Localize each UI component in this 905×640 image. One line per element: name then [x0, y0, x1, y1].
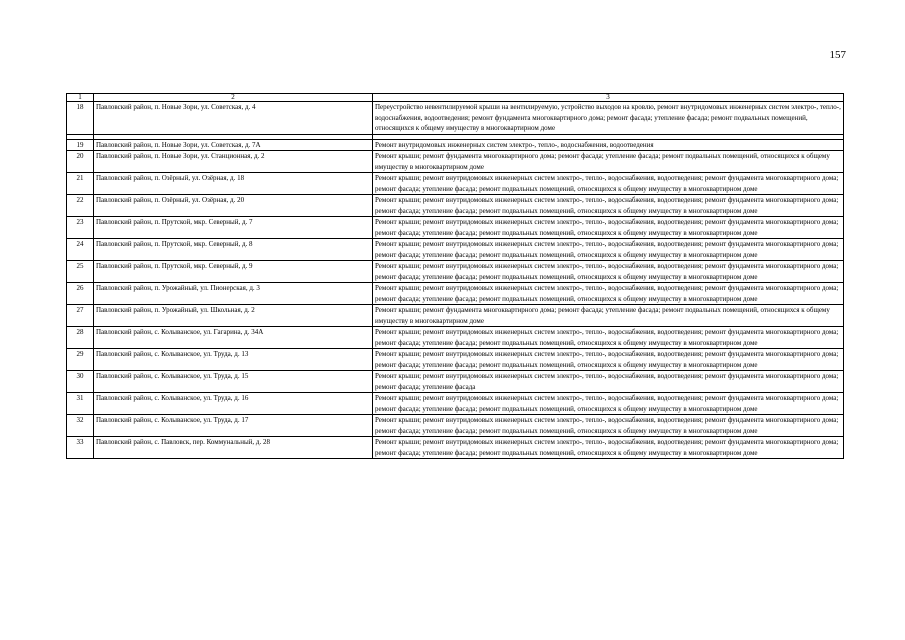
row-number-cell: 32	[67, 415, 94, 437]
table-row	[67, 139, 844, 151]
works-cell: Ремонт крыши; ремонт внутридомовых инженерных систем электро-, тепло-, водоснабжения, водоотведения; ремонт фундамента многоквартирного дома; ремонт фасада; утепление фасада	[373, 371, 844, 393]
works-cell: Ремонт крыши; ремонт внутридомовых инженерных систем электро-, тепло-, водоснабжения, водоотведения; ремонт фундамента многоквартирного дома; ремонт фасада; утепление фасада; ремонт подвальных помещений, относящихся к общему имуществу в многоквартирном доме	[373, 415, 844, 437]
register-table	[66, 93, 844, 459]
table-row	[67, 261, 844, 283]
address-cell: Павловский район, с. Колыванское, ул. Труда, д. 15	[94, 371, 373, 393]
works-cell: Ремонт крыши; ремонт фундамента многоквартирного дома; ремонт фасада; утепление фасада; ремонт подвальных помещений, относящихся к общему имуществу в многоквартирном доме	[373, 151, 844, 173]
row-number-cell: 26	[67, 283, 94, 305]
works-cell: Ремонт крыши; ремонт внутридомовых инженерных систем электро-, тепло-, водоснабжения, водоотведения; ремонт фундамента многоквартирного дома; ремонт фасада; утепление фасада; ремонт подвальных помещений, относящихся к общему имуществу в многоквартирном доме	[373, 437, 844, 459]
row-number-cell: 24	[67, 239, 94, 261]
row-number-cell: 25	[67, 261, 94, 283]
table-row	[67, 195, 844, 217]
row-number-cell: 21	[67, 173, 94, 195]
works-cell: Ремонт крыши; ремонт внутридомовых инженерных систем электро-, тепло-, водоснабжения, водоотведения; ремонт фундамента многоквартирного дома; ремонт фасада; утепление фасада; ремонт подвальных помещений, относящихся к общему имуществу в многоквартирном доме	[373, 195, 844, 217]
header-cell-1: 1	[67, 94, 94, 102]
table-row	[67, 415, 844, 437]
address-cell: Павловский район, с. Колыванское, ул. Гагарина, д. 34А	[94, 327, 373, 349]
works-cell: Ремонт крыши; ремонт внутридомовых инженерных систем электро-, тепло-, водоснабжения, водоотведения; ремонт фундамента многоквартирного дома; ремонт фасада; утепление фасада; ремонт подвальных помещений, относящихся к общему имуществу в многоквартирном доме	[373, 261, 844, 283]
address-cell: Павловский район, п. Прутской, мкр. Северный, д. 8	[94, 239, 373, 261]
works-cell: Ремонт крыши; ремонт внутридомовых инженерных систем электро-, тепло-, водоснабжения, водоотведения; ремонт фундамента многоквартирного дома; ремонт фасада; утепление фасада; ремонт подвальных помещений, относящихся к общему имуществу в многоквартирном доме	[373, 393, 844, 415]
works-cell: Ремонт крыши; ремонт внутридомовых инженерных систем электро-, тепло-, водоснабжения, водоотведения; ремонт фундамента многоквартирного дома; ремонт фасада; утепление фасада; ремонт подвальных помещений, относящихся к общему имуществу в многоквартирном доме	[373, 327, 844, 349]
table-row	[67, 371, 844, 393]
table-body	[67, 94, 844, 459]
address-cell: Павловский район, п. Озёрный, ул. Озёрная, д. 20	[94, 195, 373, 217]
row-number-cell: 22	[67, 195, 94, 217]
table-row	[67, 239, 844, 261]
row-number-cell: 20	[67, 151, 94, 173]
works-cell: Ремонт крыши; ремонт внутридомовых инженерных систем электро-, тепло-, водоснабжения, водоотведения; ремонт фундамента многоквартирного дома; ремонт фасада; утепление фасада; ремонт подвальных помещений, относящихся к общему имуществу в многоквартирном доме	[373, 173, 844, 195]
row-number-cell: 33	[67, 437, 94, 459]
table-row	[67, 305, 844, 327]
works-cell: Ремонт крыши; ремонт внутридомовых инженерных систем электро-, тепло-, водоснабжения, водоотведения; ремонт фундамента многоквартирного дома; ремонт фасада; утепление фасада; ремонт подвальных помещений, относящихся к общему имуществу в многоквартирном доме	[373, 283, 844, 305]
table-row	[67, 217, 844, 239]
works-cell: Ремонт крыши; ремонт внутридомовых инженерных систем электро-, тепло-, водоснабжения, водоотведения; ремонт фундамента многоквартирного дома; ремонт фасада; утепление фасада; ремонт подвальных помещений, относящихся к общему имуществу в многоквартирном доме	[373, 349, 844, 371]
page-number: 157	[829, 49, 846, 61]
address-cell: Павловский район, п. Прутской, мкр. Северный, д. 7	[94, 217, 373, 239]
header-cell-3: 3	[373, 94, 844, 102]
header-row	[67, 94, 844, 102]
address-cell: Павловский район, п. Новые Зори, ул. Советская, д. 7А	[94, 139, 373, 151]
address-cell: Павловский район, п. Прутской, мкр. Северный, д. 9	[94, 261, 373, 283]
table-row	[67, 283, 844, 305]
address-cell: Павловский район, п. Урожайный, ул. Школьная, д. 2	[94, 305, 373, 327]
row-number-cell: 27	[67, 305, 94, 327]
address-cell: Павловский район, с. Колыванское, ул. Труда, д. 13	[94, 349, 373, 371]
row-number-cell: 23	[67, 217, 94, 239]
row-number-cell: 28	[67, 327, 94, 349]
table-row	[67, 349, 844, 371]
address-cell: Павловский район, п. Озёрный, ул. Озёрная, д. 18	[94, 173, 373, 195]
row-number-cell: 31	[67, 393, 94, 415]
address-cell: Павловский район, с. Колыванское, ул. Труда, д. 16	[94, 393, 373, 415]
works-cell: Ремонт крыши; ремонт внутридомовых инженерных систем электро-, тепло-, водоснабжения, водоотведения; ремонт фундамента многоквартирного дома; ремонт фасада; утепление фасада; ремонт подвальных помещений, относящихся к общему имуществу в многоквартирном доме	[373, 217, 844, 239]
table-row	[67, 437, 844, 459]
works-cell: Ремонт внутридомовых инженерных систем электро-, тепло-, водоснабжения, водоотведения	[373, 139, 844, 151]
table-row	[67, 151, 844, 173]
row-number-cell: 30	[67, 371, 94, 393]
address-cell: Павловский район, с. Павловск, пер. Коммунальный, д. 28	[94, 437, 373, 459]
table-row	[67, 327, 844, 349]
table-row	[67, 393, 844, 415]
address-cell: Павловский район, п. Новые Зори, ул. Советская, д. 4	[94, 102, 373, 135]
address-cell: Павловский район, п. Новые Зори, ул. Станционная, д. 2	[94, 151, 373, 173]
works-cell: Ремонт крыши; ремонт внутридомовых инженерных систем электро-, тепло-, водоснабжения, водоотведения; ремонт фундамента многоквартирного дома; ремонт фасада; утепление фасада; ремонт подвальных помещений, относящихся к общему имуществу в многоквартирном доме	[373, 239, 844, 261]
address-cell: Павловский район, п. Урожайный, ул. Пионерская, д. 3	[94, 283, 373, 305]
row-number-cell: 29	[67, 349, 94, 371]
row-number-cell: 18	[67, 102, 94, 135]
works-cell: Переустройство невентилируемой крыши на вентилируемую, устройство выходов на кровлю, ремонт внутридомовых инженерных систем электро-, тепло-, водоснабжения, водоотведения; ремонт фундамента многоквартирного дома; ремонт фасада; утепление фасада; ремонт подвальных помещений, относящихся к общему имуществу в многоквартирном доме	[373, 102, 844, 135]
row-number-cell: 19	[67, 139, 94, 151]
works-cell: Ремонт крыши; ремонт фундамента многоквартирного дома; ремонт фасада; утепление фасада; ремонт подвальных помещений, относящихся к общему имуществу в многоквартирном доме	[373, 305, 844, 327]
table-row	[67, 102, 844, 135]
address-cell: Павловский район, с. Колыванское, ул. Труда, д. 17	[94, 415, 373, 437]
header-cell-2: 2	[94, 94, 373, 102]
table-row	[67, 173, 844, 195]
